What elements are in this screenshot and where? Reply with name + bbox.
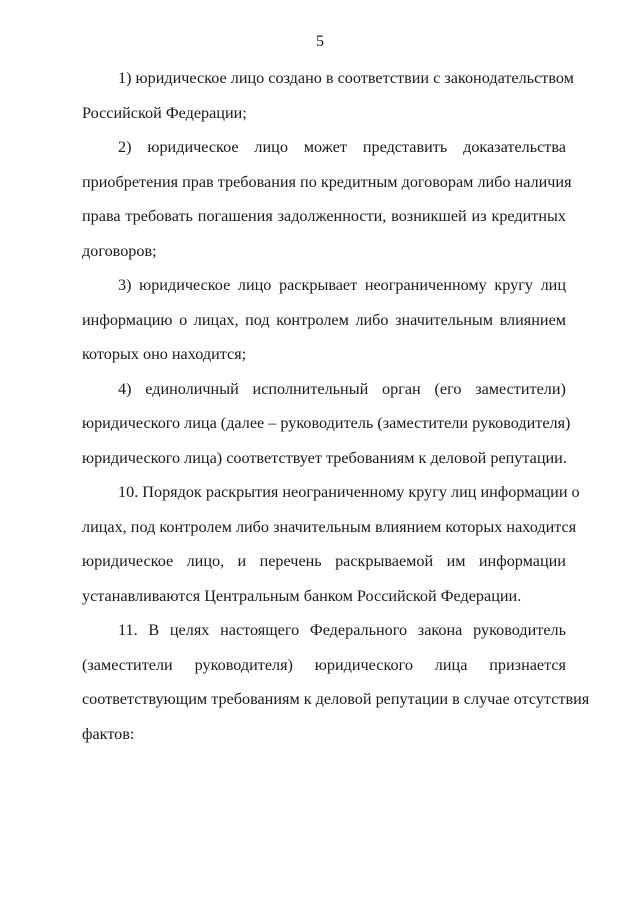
word: исполнительный xyxy=(252,379,369,398)
list-item-2 xyxy=(82,130,572,268)
text-line: договоров; xyxy=(82,241,157,260)
word: (заместители xyxy=(82,655,173,674)
page-number: 5 xyxy=(316,33,324,50)
text-line: права требовать погашения задолженности, возникшей из кредитных xyxy=(82,207,566,225)
word: представить xyxy=(362,138,448,156)
word: раскрываемой xyxy=(335,552,434,570)
word: 2) xyxy=(118,138,132,156)
word: доказательства xyxy=(463,138,566,156)
list-item-1 xyxy=(82,61,574,130)
text-line: соответствующим требованиям к деловой репутации в случае отсутствия xyxy=(82,690,590,708)
text-line xyxy=(82,130,566,165)
text-line: устанавливаются Центральным банком Российской Федерации. xyxy=(82,586,522,605)
text-line: информацию о лицах, под контролем либо значительным влиянием xyxy=(82,310,566,329)
word: признается xyxy=(489,655,566,674)
text-line xyxy=(82,544,566,579)
text-line: 1) юридическое лицо создано в соответствии с законодательством xyxy=(118,69,574,87)
word: лицо, xyxy=(186,552,225,570)
list-item-3 xyxy=(82,268,566,372)
section-10 xyxy=(82,475,580,613)
word: (его xyxy=(434,379,462,398)
text-line xyxy=(82,648,566,683)
word: может xyxy=(303,138,347,156)
text-line: которых оно находится; xyxy=(82,345,247,363)
text-line: приобретения прав требования по кредитным договорам либо наличия xyxy=(82,172,572,191)
word: информации xyxy=(478,552,566,570)
text-line: 10. Порядок раскрытия неограниченному кругу лиц информации о xyxy=(118,483,580,501)
text-line: Российской Федерации; xyxy=(82,103,247,122)
document-body xyxy=(82,61,590,751)
text-line: юридического лица) соответствует требованиям к деловой репутации. xyxy=(82,448,567,467)
word: и xyxy=(237,552,247,570)
text-line xyxy=(82,372,566,407)
section-11 xyxy=(82,613,590,751)
text-line: 11. В целях настоящего Федерального закона руководитель xyxy=(118,621,566,639)
text-line: фактов: xyxy=(82,724,135,743)
word: 4) xyxy=(118,379,132,398)
word: юридическое xyxy=(82,552,174,570)
list-item-4 xyxy=(82,372,571,476)
word: юридического xyxy=(314,655,413,674)
word: им xyxy=(446,552,466,570)
word: заместители) xyxy=(475,379,566,398)
word: перечень xyxy=(259,552,322,570)
text-line: юридического лица (далее – руководитель (заместители руководителя) xyxy=(82,414,571,432)
text-line: 3) юридическое лицо раскрывает неограниченному кругу лиц xyxy=(118,276,566,294)
word: лицо xyxy=(254,138,288,156)
word: орган xyxy=(382,379,421,398)
word: лица xyxy=(434,655,468,674)
word: единоличный xyxy=(145,379,239,398)
word: юридическое xyxy=(147,138,239,156)
word: руководителя) xyxy=(194,655,293,674)
text-line: лицах, под контролем либо значительным влиянием которых находится xyxy=(82,517,577,536)
